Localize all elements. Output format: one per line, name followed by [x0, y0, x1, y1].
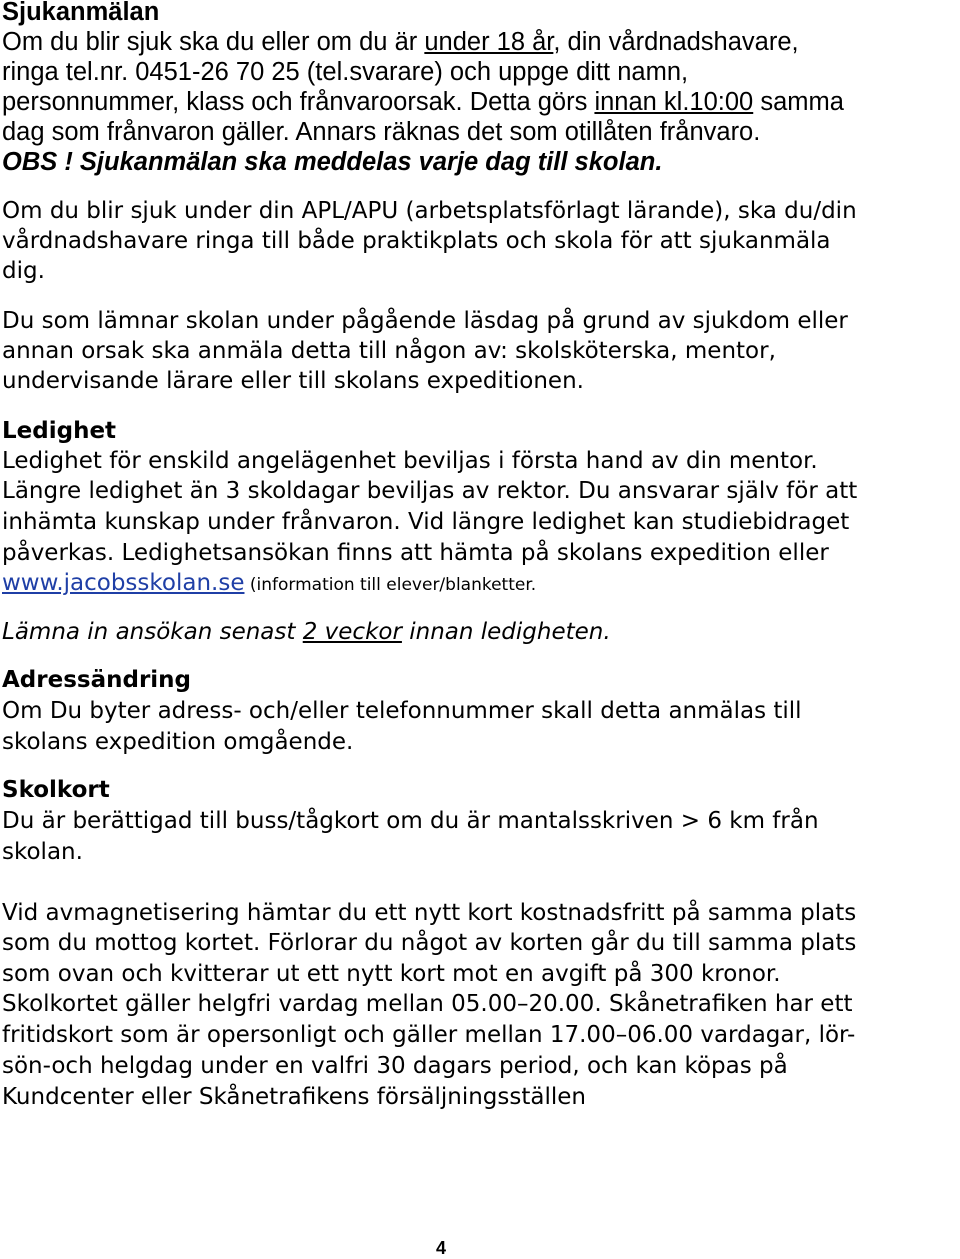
page-number: 4	[436, 1238, 447, 1258]
skolkort-para-line-7: Kundcenter eller Skånetrafikens försäljningsställen	[2, 1084, 586, 1110]
ledighet-link-line	[2, 572, 536, 595]
text: Lämna in ansökan senast	[2, 619, 303, 645]
skolkort-line-1: Du är berättigad till buss/tågkort om du är mantalsskriven > 6 km från	[2, 808, 819, 834]
skolkort-para-line-2: som du mottog kortet. Förlorar du något av korten går du till samma plats	[2, 930, 857, 956]
sjuk-line-1	[2, 30, 799, 56]
text: samma	[753, 88, 844, 116]
adress-line-2: skolans expedition omgående.	[2, 729, 354, 755]
sjuk-obs-note: OBS ! Sjukanmälan ska meddelas varje dag till skolan.	[2, 148, 663, 176]
text: innan ledigheten.	[401, 619, 611, 645]
text: Om du blir sjuk ska du eller om du är	[2, 28, 425, 56]
apu-line-2: vårdnadshavare ringa till både praktikplats och skola för att sjukanmäla	[2, 228, 831, 254]
skolkort-line-2: skolan.	[2, 839, 83, 865]
heading-sjukanmalan: Sjukanmälan	[2, 0, 160, 26]
adress-line-1: Om Du byter adress- och/eller telefonnummer skall detta anmälas till	[2, 698, 802, 724]
text: personnummer, klass och frånvaroorsak. Detta görs	[2, 88, 595, 116]
ledighet-line-1: Ledighet för enskild angelägenhet beviljas i första hand av din mentor.	[2, 448, 818, 474]
underlined-weeks: 2 veckor	[302, 619, 402, 645]
ledighet-line-3: inhämta kunskap under frånvaron. Vid längre ledighet kan studiebidraget	[2, 509, 850, 535]
skolkort-para-line-6: sön-och helgdag under en valfri 30 dagars period, och kan köpas på	[2, 1053, 788, 1079]
underlined-age: under 18 år	[424, 28, 554, 56]
text: , din vårdnadshavare,	[553, 28, 799, 56]
leave-line-1: Du som lämnar skolan under pågående läsdag på grund av sjukdom eller	[2, 308, 848, 334]
underlined-deadline: innan kl.10:00	[594, 88, 754, 116]
heading-adressandring: Adressändring	[2, 667, 192, 693]
apu-line-3: dig.	[2, 258, 45, 284]
sjuk-line-3	[2, 90, 844, 116]
link-note: (information till elever/blanketter.	[244, 575, 537, 595]
heading-ledighet: Ledighet	[2, 418, 117, 444]
skolkort-para-line-5: fritidskort som är opersonligt och gäller mellan 17.00–06.00 vardagar, lör-	[2, 1022, 856, 1048]
sjuk-line-4: dag som frånvaron gäller. Annars räknas det som otillåten frånvaro.	[2, 118, 761, 146]
skolkort-para-line-3: som ovan och kvitterar ut ett nytt kort mot en avgift på 300 kronor.	[2, 961, 781, 987]
ledighet-line-4: påverkas. Ledighetsansökan finns att hämta på skolans expedition eller	[2, 540, 829, 566]
skolkort-para-line-4: Skolkortet gäller helgfri vardag mellan 05.00–20.00. Skånetrafiken har ett	[2, 991, 853, 1017]
skolkort-para-line-1: Vid avmagnetisering hämtar du ett nytt kort kostnadsfritt på samma plats	[2, 900, 857, 926]
heading-skolkort: Skolkort	[2, 777, 110, 803]
leave-line-3: undervisande lärare eller till skolans expeditionen.	[2, 368, 584, 394]
apu-line-1: Om du blir sjuk under din APL/APU (arbetsplatsförlagt lärande), ska du/din	[2, 198, 857, 224]
ledighet-deadline-note	[2, 621, 611, 644]
school-website-link[interactable]: www.jacobsskolan.se	[2, 570, 245, 596]
sjuk-line-2: ringa tel.nr. 0451-26 70 25 (tel.svarare) och uppge ditt namn,	[2, 58, 689, 86]
ledighet-line-2: Längre ledighet än 3 skoldagar beviljas av rektor. Du ansvarar själv för att	[2, 478, 858, 504]
leave-line-2: annan orsak ska anmäla detta till någon av: skolsköterska, mentor,	[2, 338, 776, 364]
